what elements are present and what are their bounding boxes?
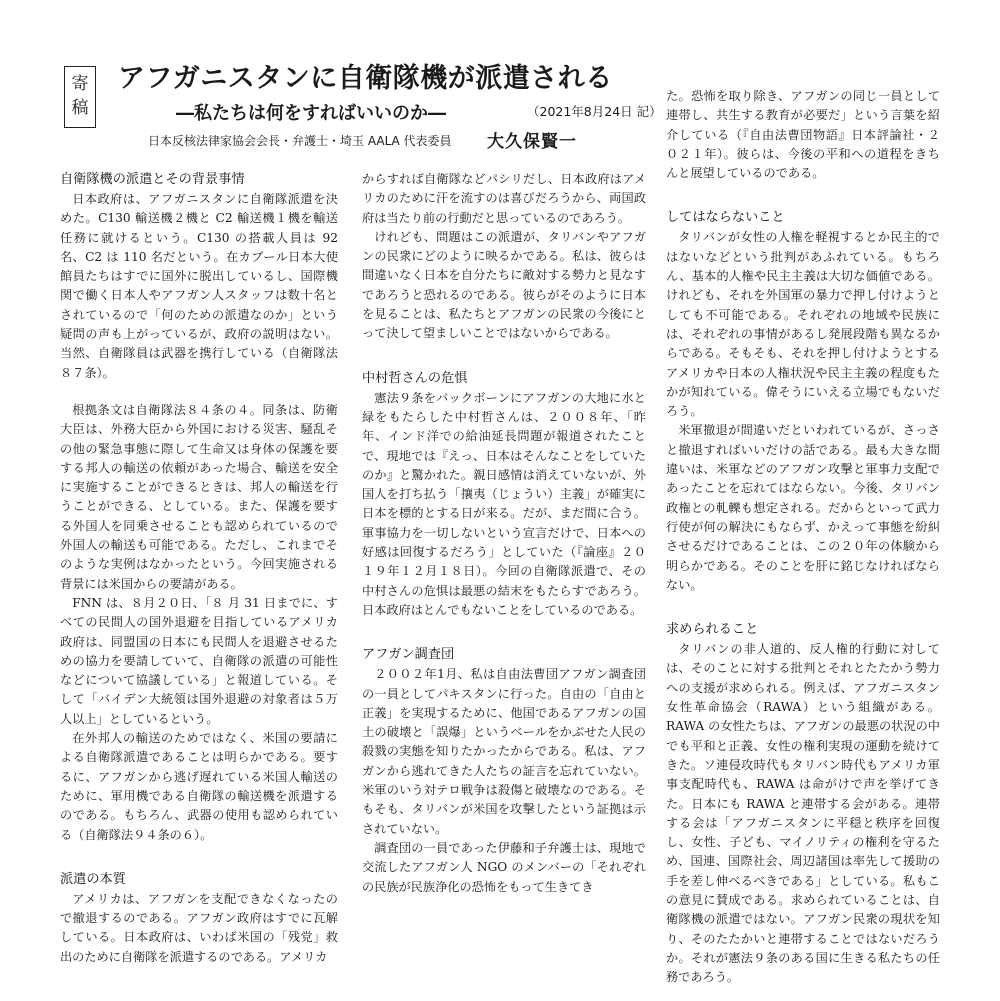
paragraph: 根拠条文は自衛隊法８４条の４。同条は、防衛大臣は、外務大臣から外国における災害、騒乱その他の緊急事態に際して生命又は身体の保護を要する邦人の輸送の依頼があった場合、輸送を安全に実施することができるときは、邦人の輸送を行うことができる、としている。また、保護を要する外国人を同乗させることも認められているので外国人の輸送も可能である。ただし、これまでそのような実例はなかったという。今回実施される背景には米国からの要請がある。 (60, 402, 338, 591)
paragraph: 憲法９条をバックボーンにアフガンの大地に水と緑をもたらした中村哲さんは、２００８年、「昨年、インド洋での給油延長問題が報道されたことで、現地では『えっ、日本はそんなことをしていたのか』と驚かれた。親日感情は消えていないが、外国人を打ち払う「攘夷（じょうい）主義」が確実に日本を標的とする日が来る。だが、まだ間に合う。軍事協力を一切しないという宣言だけで、日本への好感は回復するだろう」としていた（『論座』２０１９年１２月１８日）。今回の自衛隊派遣で、その中村さんの危惧は最悪の結末をもたらすであろう。日本政府はとんでもないことをしているのである。 (362, 390, 646, 617)
article-title: アフガニスタンに自衛隊機が派遣される (118, 63, 613, 94)
article-subtitle: ―私たちは何をすればいいのか― (176, 103, 446, 124)
paragraph: 在外邦人の輸送のためではなく、米国の要請による自衛隊派遣であることは明らかである。要するに、アフガンから逃げ遅れている米国人輸送のために、軍用機である自衛隊の輸送機を派遣するのである。もちろん、武器の使用も認められている（自衛隊法９４条の６）。 (60, 731, 338, 842)
paragraph: 日本政府は、アフガニスタンに自衛隊派遣を決めた。C130 輸送機２機と C2 輸送機１機を輸送任務に就けるという。C130 の搭載人員は 92 名、C2 は 110 名だという。在カブール日本大使館員たちはすでに国外に脱出しているし、国際機関で働く日本人やアフガン人スタッフは数十名とされているので「何のための派遣なのか」という疑問の声も上がっているが、政府の説明はない。当然、自衛隊員は武器を携行している（自衛隊法８７条）。 (60, 192, 338, 380)
paragraph: 調査団の一員であった伊藤和子弁護士は、現地で交流したアフガン人 NGO のメンバーの「それぞれの民族が民族浄化の恐怖をもって生きてき (362, 840, 646, 894)
column-2 (362, 170, 646, 897)
author-name: 大久保賢一 (487, 132, 577, 152)
paragraph: けれども、問題はこの派遣が、タリバンやアフガンの民衆にどのように映るかである。私は、彼らは間違いなく日本を自分たちに敵対する勢力と見なすであろうと恐れるのである。彼らがそのように日本を見ることは、私たちとアフガンの民衆の今後にとって決して望ましいことではないからである。 (362, 229, 646, 341)
paragraph: FNN は、８月２０日、「８ 月 31 日までに、すべての民間人の国外退避を目指しているアメリカ政府は、同盟国の日本にも民間人を退避させるための協力を要請していて、自衛隊の派遣の可能性などについて協議している」と報道している。そして「バイデン大統領は国外退避の対象者は５万人以上」としているという。 (60, 595, 338, 726)
paragraph: アメリカは、アフガンを支配できなくなったので撤退するのである。アフガン政府はすでに瓦解している。日本政府は、いわば米国の「残党」救出のために自衛隊を派遣するのである。アメリカ (60, 891, 338, 964)
paragraph: タリバンが女性の人権を軽視するとか民主的ではないなどという批判があふれている。もちろん、基本的人権や民主主義は大切な価値である。けれども、それを外国軍の暴力で押し付けようとしても不可能である。それぞれの地域や民族には、それぞれの事情があるし発展段階も異なるからである。そもそも、それを押し付けようとするアメリカや日本の人権状況や民主主義の程度もたかが知れている。偉そうにいえる立場でもないだろう。 (666, 230, 940, 419)
column-1 (60, 170, 338, 967)
paragraph: ２００２年1月、私は自由法曹団アフガン調査団の一員としてパキスタンに行った。自由の「自由と正義」を実現するために、他国であるアフガンの国土の破壊と「誤爆」というベールをかぶせた人民の殺戮の実態を知りたかったからである。私は、アフガンから逃れてきた人たちの証言を忘れていない。米軍のいう対テロ戦争は殺傷と破壊なのである。そもそも、タリバンが米国を攻撃したという証拠は示されていない。 (362, 667, 646, 836)
author-affiliation: 日本反核法律家協会会長・弁護士・埼玉 AALA 代表委員 (148, 134, 452, 148)
contribution-tag-line2: 稿 (71, 98, 89, 118)
column-3 (666, 87, 940, 987)
section-heading: してはならないこと (666, 210, 785, 226)
paragraph: 米軍撤退が間違いだといわれているが、さっさと撤退すればいいだけの話である。最も大きな間違いは、米軍などのアフガン攻撃と軍事力支配であったことを忘れてはならない。今後、タリバン政権との軋轢も想定される。だからといって武力行使が何の解決にもならず、かえって事態を紛糾させるだけであることは、この２０年の体験から明らかである。そのことを肝に銘じなければならない。 (666, 423, 940, 592)
section-heading: 派遣の本質 (60, 871, 126, 887)
section-heading: 中村哲さんの危惧 (362, 370, 468, 386)
contribution-tag (64, 66, 96, 128)
section-heading: 求められること (666, 622, 759, 638)
article-date: （2021年8月24日 記） (527, 104, 662, 119)
paragraph: た。恐怖を取り除き、アフガンの同じ一員として連帯し、共生する教育が必要だ」という言葉を紹介している（『自由法曹団物語』日本評論社・２０２１年）。彼らは、今後の平和への道程をきちんと展望しているのである。 (666, 89, 940, 181)
paragraph: からすれば自衛隊などパシリだし、日本政府はアメリカのために汗を流すのは喜びだろうから、両国政府は当たり前の行動だと思っているのであろう。 (362, 172, 646, 225)
section-heading: アフガン調査団 (362, 647, 455, 663)
contribution-tag-line1: 寄 (71, 74, 89, 94)
section-heading: 自衛隊機の派遣とその背景事情 (60, 172, 245, 187)
paragraph: タリバンの非人道的、反人権的行動に対しては、そのことに対する批判とそれとたたかう勢力への支援が求められる。例えば、アフガニスタン女性革命協会（RAWA）という組織がある。RAWA の女性たちは、アフガンの最悪の状況の中でも平和と正義、女性の権利実現の運動を続けてきた。ソ連侵攻時代もタリバン時代もアメリカ軍事支配時代も、RAWA は命がけで声を挙げてきた。日本にも RAWA と連帯する会がある。連帯する会は「アフガニスタンに平穏と秩序を回復し、女性、子ども、マイノリティの権利を守るため、国連、国際社会、周辺諸国は率先して援助の手を差し伸べるべきである」としている。私もこの意見に賛成である。求められていることは、自衛隊機の派遣ではない。アフガン民衆の現状を知り、そのたたかいと連帯することではないだろうか。それが憲法９条のある国に生きる私たちの任務であろう。 (666, 642, 940, 985)
